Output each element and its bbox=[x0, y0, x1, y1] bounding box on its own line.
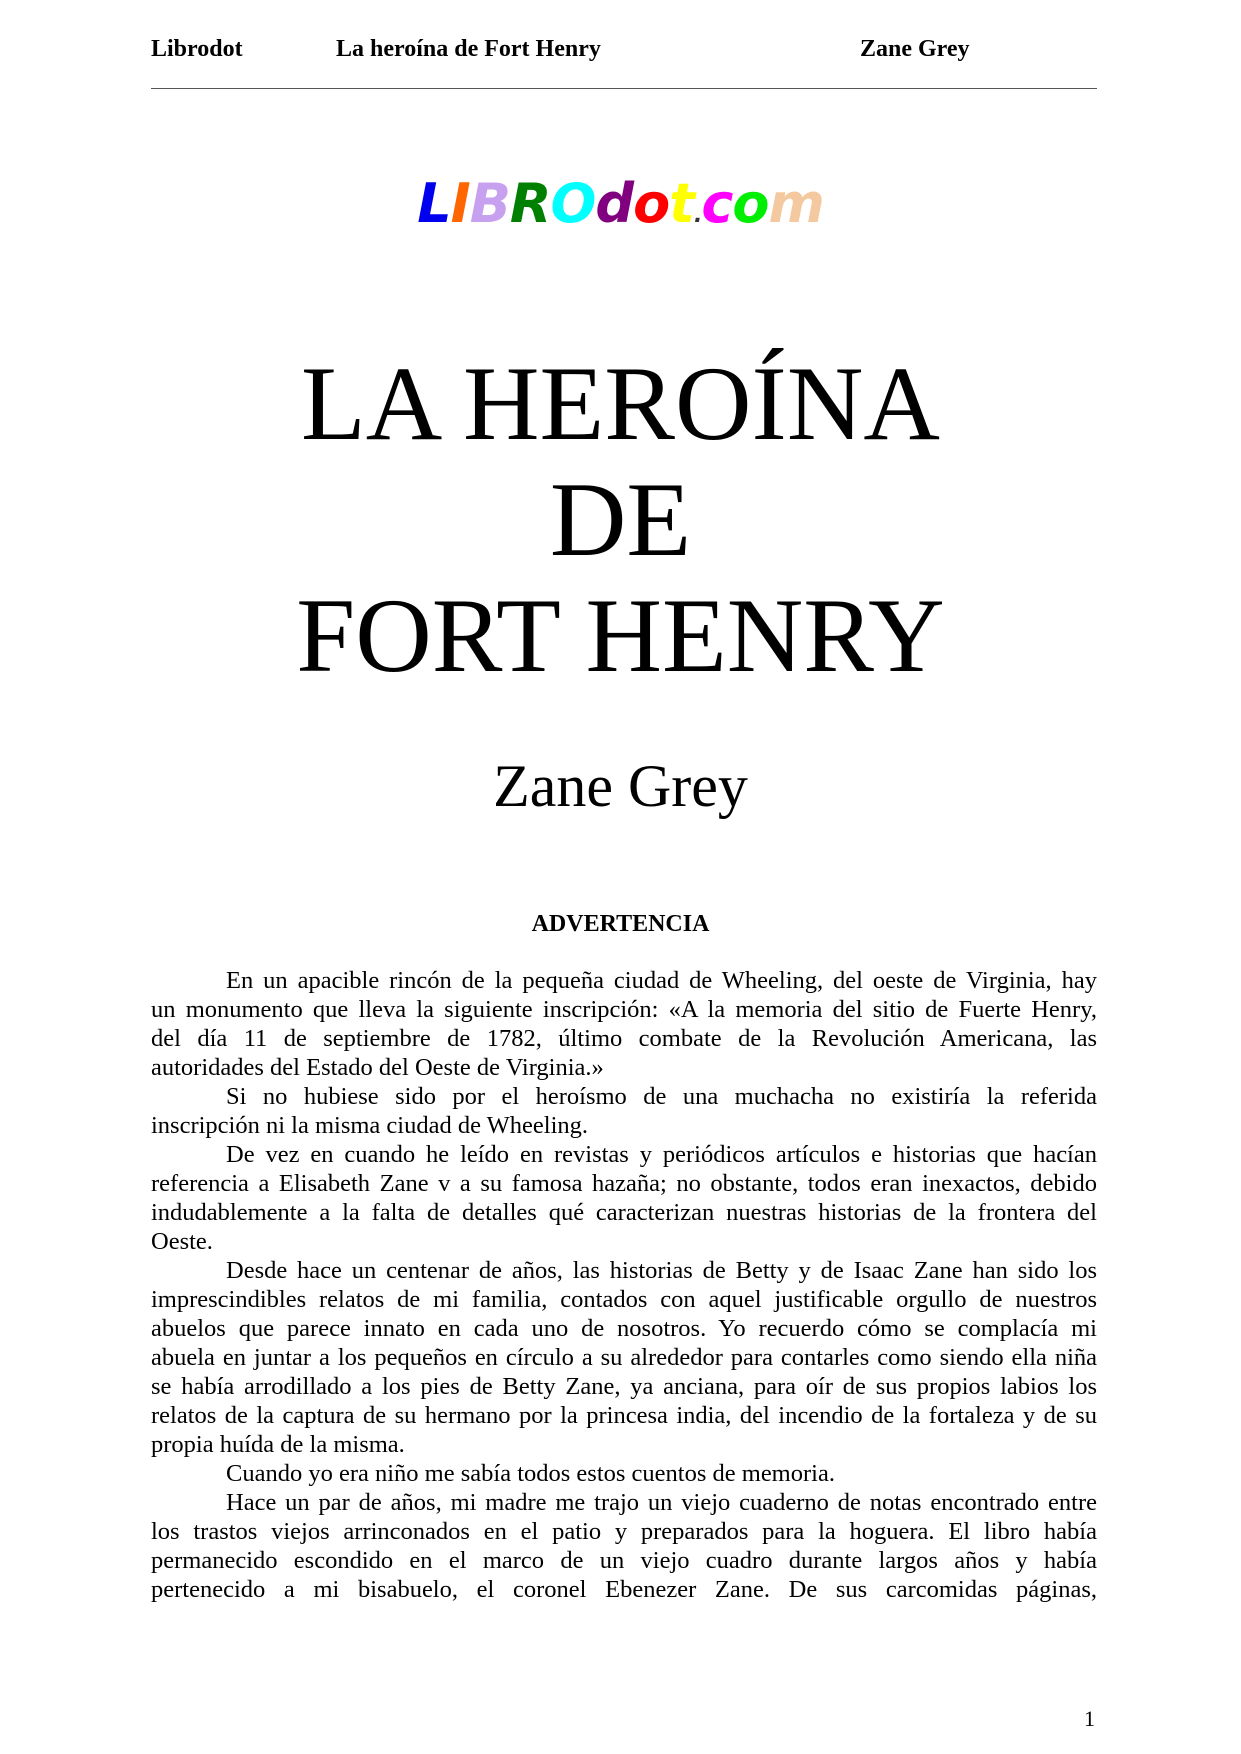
text-line: permanecido escondido en el marco de un viejo cuadro durante largos años y había bbox=[151, 1547, 1097, 1574]
header-author: Zane Grey bbox=[860, 36, 970, 62]
text-line: un monumento que lleva la siguiente inscripción: «A la memoria del sitio de Fuerte Henry, bbox=[151, 996, 1097, 1023]
librodot-logo bbox=[0, 172, 1241, 248]
logo-letter: o bbox=[732, 172, 769, 235]
text-line: indudablemente a la falta de detalles qué caracterizan nuestras historias de la frontera del bbox=[151, 1199, 1097, 1226]
logo-letter: o bbox=[633, 172, 670, 235]
paragraph bbox=[151, 1459, 1097, 1488]
header-site-name: Librodot bbox=[151, 36, 243, 62]
logo-letter: B bbox=[469, 172, 510, 235]
logo-letter: I bbox=[450, 172, 470, 235]
title-line: FORT HENRY bbox=[296, 577, 945, 694]
page-number: 1 bbox=[1084, 1706, 1095, 1731]
title-line: LA HEROÍNA bbox=[301, 345, 940, 462]
text-line: De vez en cuando he leído en revistas y periódicos artículos e historias que hacían bbox=[226, 1141, 1097, 1168]
text-line: propia huída de la misma. bbox=[151, 1431, 405, 1458]
text-line: relatos de la captura de su hermano por la princesa india, del incendio de la fortaleza y de su bbox=[151, 1402, 1097, 1429]
body-text bbox=[151, 966, 1097, 1604]
text-line: En un apacible rincón de la pequeña ciudad de Wheeling, del oeste de Virginia, hay bbox=[226, 967, 1097, 994]
paragraph bbox=[151, 1256, 1097, 1459]
logo-letter: d bbox=[595, 172, 634, 235]
text-line: se había arrodillado a los pies de Betty Zane, ya anciana, para oír de sus propios labios los bbox=[151, 1373, 1097, 1400]
text-line: abuela en juntar a los pequeños en círculo a su alrededor para contarles como siendo ella niña bbox=[151, 1344, 1097, 1371]
title-line: DE bbox=[549, 461, 692, 578]
text-line: pertenecido a mi bisabuelo, el coronel Ebenezer Zane. De sus carcomidas páginas, bbox=[151, 1576, 1097, 1603]
text-line: abuelos que parece innato en cada uno de nosotros. Yo recuerdo cómo se complacía mi bbox=[151, 1315, 1097, 1342]
text-line: del día 11 de septiembre de 1782, último combate de la Revolución Americana, las bbox=[151, 1025, 1097, 1052]
text-line: Hace un par de años, mi madre me trajo un viejo cuaderno de notas encontrado entre bbox=[226, 1489, 1097, 1516]
text-line: los trastos viejos arrinconados en el patio y preparados para la hoguera. El libro había bbox=[151, 1518, 1097, 1545]
paragraph bbox=[151, 966, 1097, 1082]
header-rule bbox=[151, 88, 1097, 89]
text-line: Oeste. bbox=[151, 1228, 213, 1255]
logo-letter: . bbox=[694, 203, 702, 228]
logo-letter: R bbox=[509, 172, 551, 235]
book-author: Zane Grey bbox=[493, 753, 748, 819]
text-line: inscripción ni la misma ciudad de Wheeling. bbox=[151, 1112, 589, 1139]
text-line: referencia a Elisabeth Zane v a su famosa hazaña; no obstante, todos eran inexactos, debido bbox=[151, 1170, 1097, 1197]
text-line: Si no hubiese sido por el heroísmo de una muchacha no existiría la referida bbox=[226, 1083, 1097, 1110]
text-line: Cuando yo era niño me sabía todos estos cuentos de memoria. bbox=[226, 1460, 835, 1487]
text-line: imprescindibles relatos de mi familia, contados con aquel justificable orgullo de nuestros bbox=[151, 1286, 1097, 1313]
paragraph bbox=[151, 1488, 1097, 1604]
section-heading: ADVERTENCIA bbox=[531, 911, 710, 937]
logo-letter: O bbox=[550, 172, 596, 235]
book-title bbox=[0, 346, 1241, 694]
paragraph bbox=[151, 1082, 1097, 1140]
paragraph bbox=[151, 1140, 1097, 1256]
logo-letter: L bbox=[417, 172, 451, 235]
header-book-title: La heroína de Fort Henry bbox=[336, 36, 601, 62]
text-line: autoridades del Estado del Oeste de Virginia.» bbox=[151, 1054, 604, 1081]
logo-letter: t bbox=[669, 172, 694, 235]
logo-letter: m bbox=[768, 172, 824, 235]
logo-letter: c bbox=[701, 172, 733, 235]
text-line: Desde hace un centenar de años, las historias de Betty y de Isaac Zane han sido los bbox=[226, 1257, 1097, 1284]
